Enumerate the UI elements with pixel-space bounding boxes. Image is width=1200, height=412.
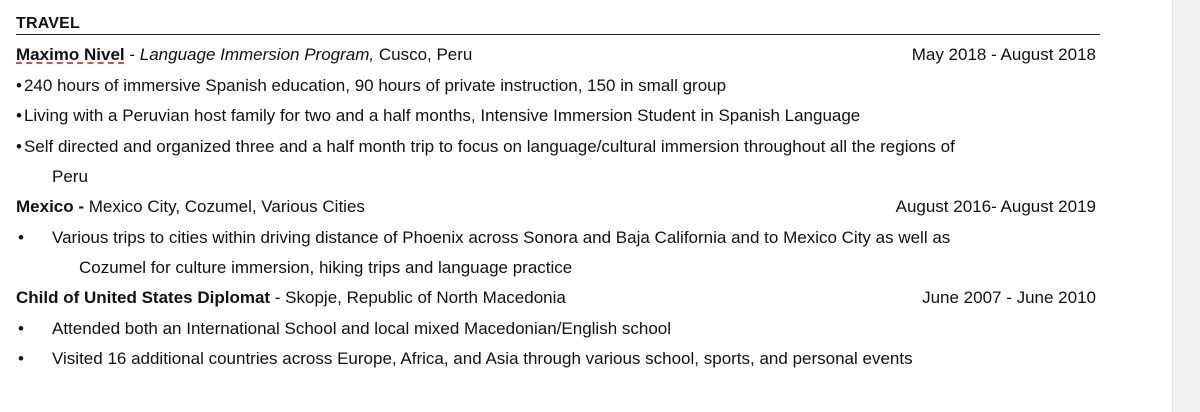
bullet-text: Living with a Peruvian host family for two and a half months, Intensive Immersion Student in Spanish Language — [23, 106, 861, 125]
bullet-marker: • — [18, 349, 24, 368]
entry-location: Cusco, Peru — [374, 45, 473, 64]
program-name: Language Immersion Program, — [139, 45, 375, 64]
bullet-item — [16, 137, 955, 157]
separator: - — [270, 288, 286, 307]
bullet-marker: • — [16, 137, 22, 156]
section-heading: TRAVEL — [16, 15, 81, 32]
org-name: Mexico — [16, 197, 79, 216]
bullet-text: Self directed and organized three and a half month trip to focus on language/cultural immersion throughout all the regions of — [23, 137, 955, 156]
entry-header-mexico — [16, 197, 365, 217]
bullet-marker: • — [18, 228, 24, 247]
org-name: Child of United States Diplomat — [16, 288, 271, 307]
bullet-continuation: Cozumel for culture immersion, hiking trips and language practice — [79, 258, 573, 277]
bullet-item — [16, 76, 726, 96]
entry-dates: August 2016- August 2019 — [895, 197, 1096, 216]
bullet-text: Various trips to cities within driving distance of Phoenix across Sonora and Baja California and to Mexico City as well as — [52, 228, 951, 247]
org-name — [16, 45, 125, 64]
bullet-item — [16, 106, 860, 126]
entry-header-maximo-nivel — [16, 45, 472, 65]
bullet-marker: • — [16, 76, 22, 95]
vertical-scrollbar[interactable] — [1172, 0, 1200, 412]
separator: - — [78, 197, 89, 216]
spellcheck-flagged-word[interactable]: Maximo Nivel — [16, 45, 125, 64]
separator: - — [124, 45, 140, 64]
entry-header-diplomat — [16, 288, 566, 308]
bullet-text: Visited 16 additional countries across Europe, Africa, and Asia through various school, sports, and personal events — [52, 349, 913, 368]
bullet-marker: • — [16, 106, 22, 125]
bullet-text: 240 hours of immersive Spanish education, 90 hours of private instruction, 150 in small group — [23, 76, 727, 95]
entry-dates: May 2018 - August 2018 — [911, 45, 1096, 64]
entry-dates: June 2007 - June 2010 — [922, 288, 1096, 307]
entry-location: Skopje, Republic of North Macedonia — [285, 288, 566, 307]
bullet-continuation: Peru — [52, 167, 88, 186]
entry-location: Mexico City, Cozumel, Various Cities — [88, 197, 365, 216]
bullet-marker: • — [18, 319, 24, 338]
section-divider — [16, 34, 1100, 35]
bullet-text: Attended both an International School and local mixed Macedonian/English school — [52, 319, 672, 338]
